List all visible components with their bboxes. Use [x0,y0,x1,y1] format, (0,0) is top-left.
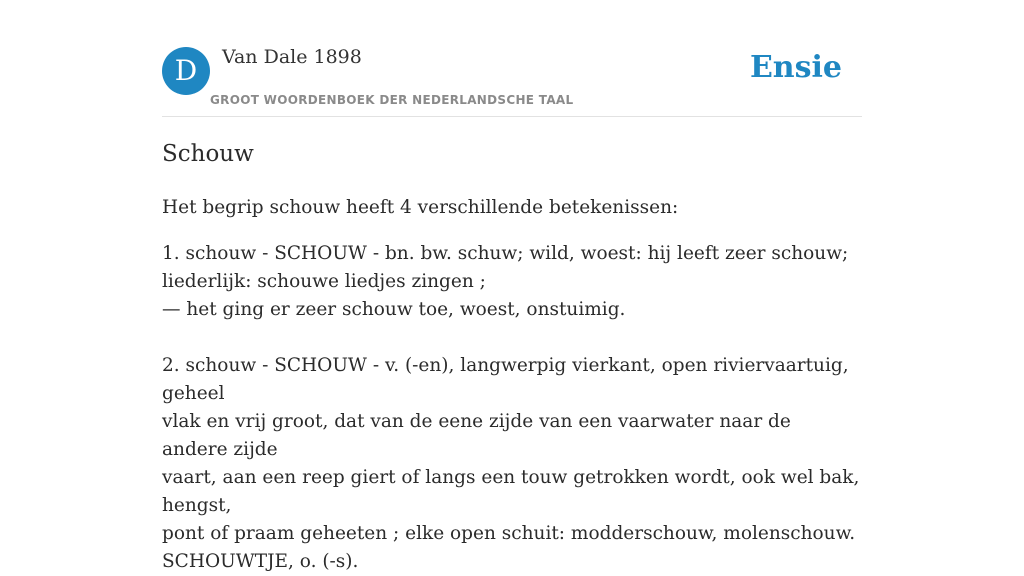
source-avatar: D [162,47,210,95]
definition-2-line: pont of praam geheeten ; elke open schuit: modderschouw, molenschouw. [162,523,856,544]
definition-2 [162,352,862,576]
definition-1 [162,240,862,324]
definition-2-line: 2. schouw - SCHOUW - v. (-en), langwerpig vierkant, open riviervaartuig, geheel [162,355,849,404]
source-title[interactable]: Van Dale 1898 [222,46,362,68]
definition-2-line: SCHOUWTJE, o. (-s). [162,551,359,572]
definition-1-line: liederlijk: schouwe liedjes zingen ; [162,271,486,292]
meanings-intro: Het begrip schouw heeft 4 verschillende betekenissen: [162,197,679,218]
definition-spacer [162,324,862,352]
source-subtitle: GROOT WOORDENBOEK DER NEDERLANDSCHE TAAL [210,93,574,107]
definition-2-line: vlak en vrij groot, dat van de eene zijde van een vaarwater naar de andere zijde [162,411,791,460]
header [162,0,862,117]
definition-1-line: 1. schouw - SCHOUW - bn. bw. schuw; wild, woest: hij leeft zeer schouw; [162,243,849,264]
page-title: Schouw [162,141,254,167]
entry-content [162,138,862,576]
brand-logo[interactable]: Ensie [749,50,842,85]
definition-2-line: vaart, aan een reep giert of langs een touw getrokken wordt, ook wel bak, hengst, [162,467,860,516]
definition-1-line: — het ging er zeer schouw toe, woest, onstuimig. [162,299,626,320]
